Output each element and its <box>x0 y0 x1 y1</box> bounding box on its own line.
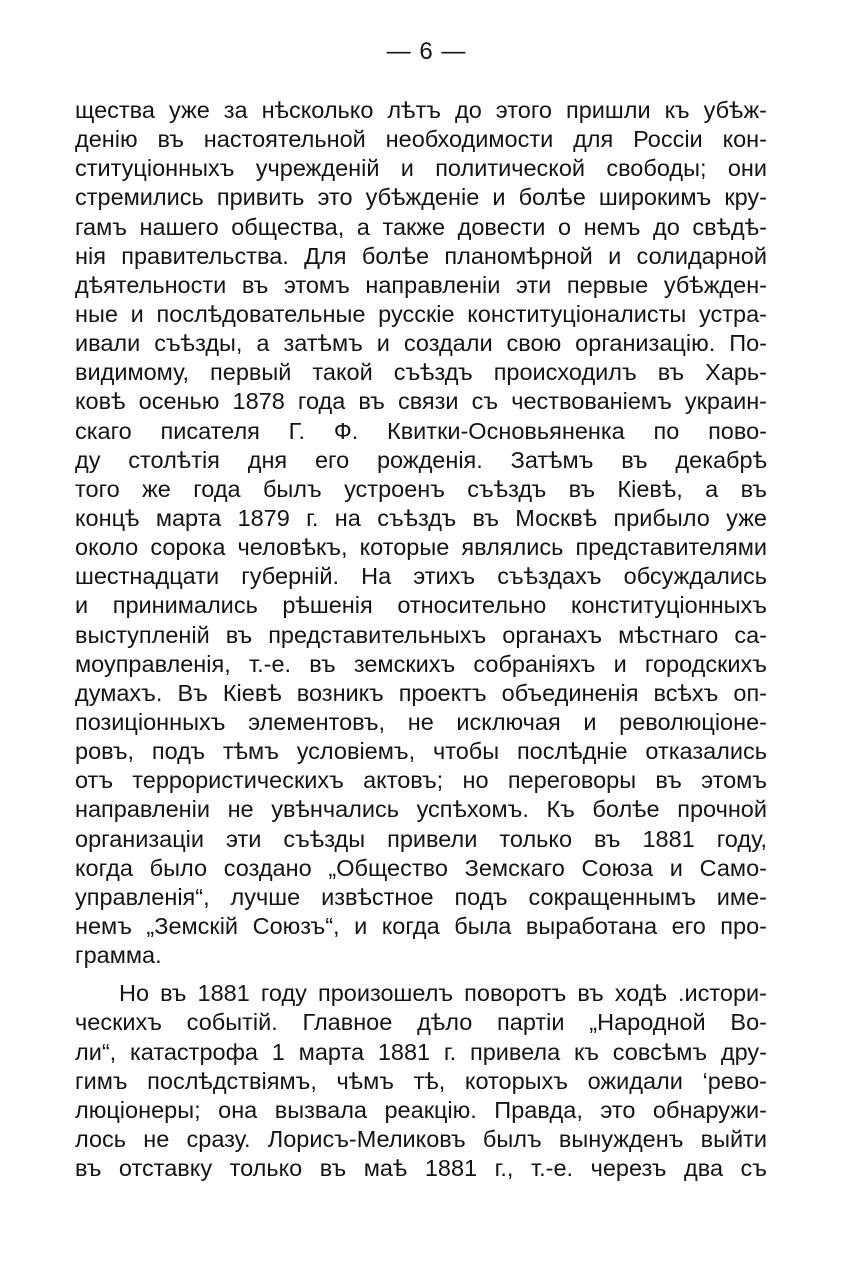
text-line: думахъ. Въ Кіевѣ возникъ проектъ объединенія всѣхъ оп- <box>75 679 767 706</box>
text-line: люціонеры; она вызвала реакцію. Правда, это обнаружи- <box>75 1096 767 1123</box>
text-line: ивали съѣзды, а затѣмъ и создали свою организацію. По- <box>75 330 767 357</box>
text-line: управленія“, лучше извѣстное подъ сокращеннымъ име- <box>75 883 767 910</box>
page-number: — 6 — <box>386 38 467 65</box>
text-line: въ отставку только въ маѣ 1881 г., т.-е. черезъ два съ <box>75 1155 767 1182</box>
paragraph-1 <box>75 96 767 970</box>
text-line: гамъ нашего общества, а также довести о немъ до свѣдѣ- <box>75 213 767 240</box>
text-line: Но въ 1881 году произошелъ поворотъ въ ходѣ .истори- <box>119 980 767 1007</box>
text-line: ковѣ осенью 1878 года въ связи съ чествованіемъ украин- <box>75 388 767 415</box>
paragraph-2 <box>75 979 767 1183</box>
text-line: ституціонныхъ учрежденій и политической свободы; они <box>75 155 767 182</box>
text-line: скаго писателя Г. Ф. Квитки-Основьяненка по пово- <box>75 417 767 444</box>
text-line: ду столѣтія дня его рожденія. Затѣмъ въ декабрѣ <box>75 446 767 473</box>
text-line: лось не сразу. Лорисъ-Меликовъ былъ вынужденъ выйти <box>75 1125 767 1152</box>
body-text <box>75 96 767 1183</box>
text-line: нія правительства. Для болѣе планомѣрной и солидарной <box>75 242 767 269</box>
text-line: того же года былъ устроенъ съѣздъ въ Кіевѣ, а въ <box>75 475 767 502</box>
text-line: и принимались рѣшенія относительно конституціонныхъ <box>75 592 767 619</box>
text-line: немъ „Земскій Союзъ“, и когда была выработана его про- <box>75 912 767 939</box>
text-line: моуправленія, т.-е. въ земскихъ собраніяхъ и городскихъ <box>75 650 767 677</box>
text-line: выступленій въ представительныхъ органахъ мѣстнаго са- <box>75 621 767 648</box>
text-line: позиціонныхъ элементовъ, не исключая и революціоне- <box>75 708 767 735</box>
text-line: грамма. <box>75 942 162 969</box>
text-line: организаціи эти съѣзды привели только въ 1881 году, <box>75 825 767 852</box>
text-line: дѣятельности въ этомъ направленіи эти первые убѣжден- <box>75 271 767 298</box>
text-line: ческихъ событій. Главное дѣло партіи „Народной Во- <box>75 1009 767 1036</box>
text-line: отъ террористическихъ актовъ; но переговоры въ этомъ <box>75 767 767 794</box>
text-line: ные и послѣдовательные русскіе конституціоналисты устра- <box>75 300 767 327</box>
text-line: когда было создано „Общество Земскаго Союза и Само- <box>75 854 767 881</box>
text-line: стремились привить это убѣжденіе и болѣе широкимъ кру- <box>75 184 767 211</box>
text-line: направленіи не увѣнчались успѣхомъ. Къ болѣе прочной <box>75 796 767 823</box>
text-line: гимъ послѣдствіямъ, чѣмъ тѣ, которыхъ ожидали ‘рево- <box>75 1067 767 1094</box>
text-line: денію въ настоятельной необходимости для Россіи кон- <box>75 126 767 153</box>
text-line: ли“, катастрофа 1 марта 1881 г. привела къ совсѣмъ дру- <box>75 1038 767 1065</box>
text-line: видимому, первый такой съѣздъ происходилъ въ Харь- <box>75 359 767 386</box>
text-line: ровъ, подъ тѣмъ условіемъ, чтобы послѣдніе отказались <box>75 738 767 765</box>
text-line: концѣ марта 1879 г. на съѣздъ въ Москвѣ прибыло уже <box>75 504 767 531</box>
text-line: щества уже за нѣсколько лѣтъ до этого пришли къ убѣж- <box>75 97 767 123</box>
text-line: около сорока человѣкъ, которые являлись представителями <box>75 534 767 561</box>
text-line: шестнадцати губерній. На этихъ съѣздахъ обсуждались <box>75 563 767 590</box>
